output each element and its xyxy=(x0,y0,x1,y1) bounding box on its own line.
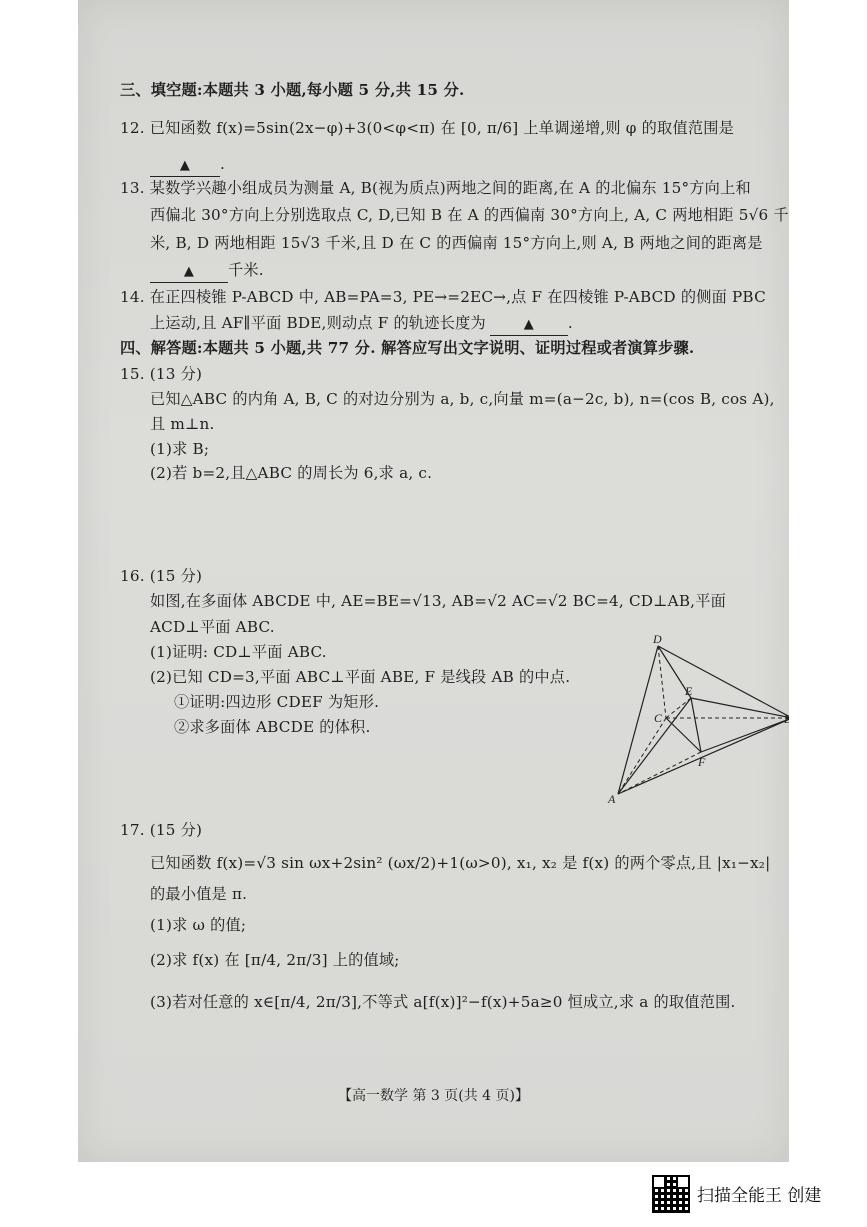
scanner-watermark: 扫描全能王 创建 xyxy=(697,1186,822,1206)
question-12-line-1: 12. 已知函数 f(x)=5sin(2x−φ)+3(0<φ<π) 在 [0, π/6] 上单调递增,则 φ 的取值范围是 xyxy=(120,119,734,137)
question-13-end: 千米. xyxy=(228,261,264,279)
question-15-line-1: 已知△ABC 的内角 A, B, C 的对边分别为 a, b, c,向量 m=(a−2c, b), n=(cos B, cos A), xyxy=(150,390,775,408)
exam-page xyxy=(78,0,792,1162)
label-F: F xyxy=(698,755,706,769)
question-14-end: . xyxy=(567,314,573,332)
question-12-end: . xyxy=(220,155,226,173)
question-13-line-4 xyxy=(150,260,264,283)
answer-blank: ▲ xyxy=(490,315,568,336)
label-D: D xyxy=(653,632,662,646)
label-A: A xyxy=(608,792,616,806)
question-15-score: 15. (13 分) xyxy=(120,365,203,383)
question-16-part-1: (1)证明: CD⊥平面 ABC. xyxy=(150,643,327,661)
question-16-line-1: 如图,在多面体 ABCDE 中, AE=BE=√13, AB=√2 AC=√2 BC=4, CD⊥AB,平面 xyxy=(150,592,726,610)
question-17-line-1: 已知函数 f(x)=√3 sin ωx+2sin² (ωx/2)+1(ω>0), x₁, x₂ 是 f(x) 的两个零点,且 |x₁−x₂| xyxy=(150,854,771,872)
label-E: E xyxy=(685,684,693,698)
question-13-line-2: 西偏北 30°方向上分别选取点 C, D,已知 B 在 A 的西偏南 30°方向上, A, C 两地相距 5√6 千 xyxy=(150,206,789,224)
question-13-line-3: 米, B, D 两地相距 15√3 千米,且 D 在 C 的西偏南 15°方向上,则 A, B 两地之间的距离是 xyxy=(150,234,763,252)
question-16-part-2b: ②求多面体 ABCDE 的体积. xyxy=(174,718,371,736)
question-17-part-1: (1)求 ω 的值; xyxy=(150,916,247,934)
question-13-line-1: 13. 某数学兴趣小组成员为测量 A, B(视为质点)两地之间的距离,在 A 的北偏东 15°方向上和 xyxy=(120,179,751,197)
section-4-header: 四、解答题:本题共 5 小题,共 77 分. 解答应写出文字说明、证明过程或者演算步骤. xyxy=(120,339,695,357)
section-3-header: 三、填空题:本题共 3 小题,每小题 5 分,共 15 分. xyxy=(120,81,465,99)
page-footer: 【高一数学 第 3 页(共 4 页)】 xyxy=(338,1088,529,1104)
question-16-part-2a: ①证明:四边形 CDEF 为矩形. xyxy=(174,693,380,711)
question-16-part-2: (2)已知 CD=3,平面 ABC⊥平面 ABE, F 是线段 AB 的中点. xyxy=(150,668,571,686)
label-B: B xyxy=(784,712,792,726)
question-15-part-2: (2)若 b=2,且△ABC 的周长为 6,求 a, c. xyxy=(150,464,433,482)
question-17-score: 17. (15 分) xyxy=(120,821,203,839)
question-15-part-1: (1)求 B; xyxy=(150,440,210,458)
label-C: C xyxy=(654,711,663,725)
question-16-line-2: ACD⊥平面 ABC. xyxy=(150,618,275,636)
question-14-line-1: 14. 在正四棱锥 P-ABCD 中, AB=PA=3, PE→=2EC→,点 F 在四棱锥 P-ABCD 的侧面 PBC xyxy=(120,288,766,306)
question-17-part-2: (2)求 f(x) 在 [π/4, 2π/3] 上的值域; xyxy=(150,951,400,969)
question-17-line-2: 的最小值是 π. xyxy=(150,885,248,903)
qr-code-icon xyxy=(652,1175,690,1213)
question-14-text: 上运动,且 AF∥平面 BDE,则动点 F 的轨迹长度为 xyxy=(150,314,486,332)
question-14-line-2 xyxy=(150,313,573,336)
question-15-line-2: 且 m⊥n. xyxy=(150,415,215,433)
question-16-score: 16. (15 分) xyxy=(120,567,203,585)
question-17-part-3: (3)若对任意的 x∈[π/4, 2π/3],不等式 a[f(x)]²−f(x)+5a≥0 恒成立,求 a 的取值范围. xyxy=(150,993,736,1011)
answer-blank: ▲ xyxy=(150,262,228,283)
answer-blank: ▲ xyxy=(150,156,220,177)
polyhedron-figure xyxy=(606,632,792,807)
question-12-blank xyxy=(150,154,225,177)
